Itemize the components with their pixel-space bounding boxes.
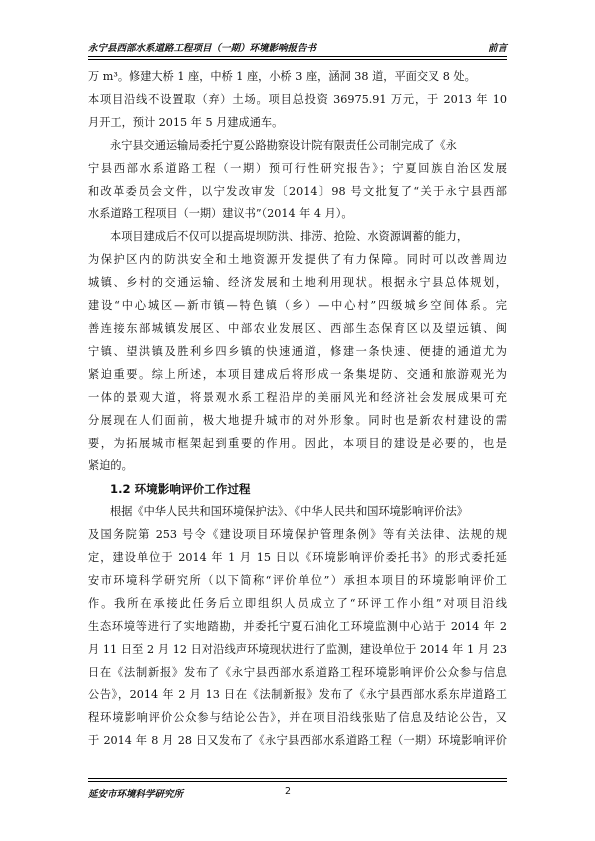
header-rule-thin xyxy=(88,59,507,60)
text-line: 建设“中心城区—新市镇—特色镇（乡）—中心村”四级城乡空间体系。完 xyxy=(88,299,507,313)
text-line: 本项目建成后不仅可以提高堤坝防洪、排涝、抢险、水资源调蓄的能力， xyxy=(110,230,469,244)
text-line: 公告》，2014 年 2 月 13 日在《法制新报》发布了《永宁县西部水系东岸道路工 xyxy=(88,688,507,702)
footer-rule-thick xyxy=(88,781,507,782)
text-line: 紧迫重要。综上所述，本项目建成后将形成一条集堤防、交通和旅游观光为 xyxy=(88,367,507,381)
text-line: 月开工，预计 2015 年 5 月建成通车。 xyxy=(88,115,284,129)
text-line: 定，建设单位于 2014 年 1 月 15 日以《环境影响评价委托书》的形式委托延 xyxy=(88,551,507,565)
text-line: 宁县西部水系道路工程（一期）预可行性研究报告》；宁夏回族自治区发展 xyxy=(88,161,507,175)
text-line: 万 m³。修建大桥 1 座，中桥 1 座，小桥 3 座，涵洞 38 道，平面交叉 8 处。 xyxy=(88,70,476,83)
text-line: 紧迫的。 xyxy=(88,459,133,473)
text-line: 永宁县交通运输局委托宁夏公路勘察设计院有限责任公司制完成了《永 xyxy=(110,138,457,152)
text-line: 本项目沿线不设置取（弃）土场。项目总投资 36975.91 万元，于 2013 年 10 xyxy=(88,92,507,106)
page-number: 2 xyxy=(285,786,292,797)
text-line: 安市环境科学研究所（以下简称“评价单位”）承担本项目的环境影响评价工 xyxy=(88,573,507,587)
page-header xyxy=(88,36,507,54)
text-line: 作。我所在承接此任务后立即组织人员成立了“环评工作小组”对项目沿线 xyxy=(88,596,507,610)
text-line: 和改革委员会文件，以宁发改审发〔2014〕98 号文批复了“关于永宁县西部 xyxy=(88,184,507,198)
text-line: 水系道路工程项目（一期）建议书”（2014 年 4 月）。 xyxy=(88,207,353,221)
text-line: 善连接东部城镇发展区、中部农业发展区、西部生态保育区以及望远镇、闽 xyxy=(88,321,507,335)
text-line: 月 11 日至 2 月 12 日对沿线声环境现状进行了监测，建设单位于 2014 年 1 月 23 xyxy=(88,642,507,656)
body-text xyxy=(88,66,507,753)
text-line: 宁镇、望洪镇及胜利乡四乡镇的快速通道，修建一条快速、便捷的通道尤为 xyxy=(88,344,507,358)
organization-name: 延安市环境科学研究所 xyxy=(88,789,184,800)
report-title: 永宁县西部水系道路工程项目（一期）环境影响报告书 xyxy=(88,43,317,54)
section-name: 前言 xyxy=(487,43,507,54)
text-line: 日在《法制新报》发布了《永宁县西部水系道路工程环境影响评价公众参与信息 xyxy=(88,665,507,679)
text-line: 及国务院第 253 号令《建设项目环境保护管理条例》等有关法律、法规的规 xyxy=(88,528,507,542)
section-heading: 1.2 环境影响评价工作过程 xyxy=(110,482,251,497)
text-line: 分展现在人们面前，极大地提升城市的对外形象。同时也是新农村建设的需 xyxy=(88,413,507,427)
text-line: 生态环境等进行了实地踏勘，并委托宁夏石油化工环境监测中心站于 2014 年 2 xyxy=(88,619,507,633)
text-line: 要，为拓展城市框架起到重要的作用。因此，本项目的建设是必要的，也是 xyxy=(88,436,507,450)
text-line: 根据《中华人民共和国环境保护法》、《中华人民共和国环境影响评价法》 xyxy=(110,505,468,519)
page-footer xyxy=(88,784,507,802)
text-line: 城镇、乡村的交通运输、经济发展和土地利用现状。根据永宁县总体规划， xyxy=(88,276,507,290)
text-line: 为保护区内的防洪安全和土地资源开发提供了有力保障。同时可以改善周边 xyxy=(88,253,507,267)
text-line: 于 2014 年 8 月 28 日又发布了《永宁县西部水系道路工程（一期）环境影响评价 xyxy=(88,734,507,748)
footer-rule-thin xyxy=(88,778,507,779)
text-line: 程环境影响评价公众参与结论公告》，并在项目沿线张贴了信息及结论公告，又 xyxy=(88,711,507,725)
header-rule-thick xyxy=(88,56,507,57)
text-line: 一体的景观大道，将景观水系工程沿岸的美丽风光和经济社会发展成果可充 xyxy=(88,390,507,404)
